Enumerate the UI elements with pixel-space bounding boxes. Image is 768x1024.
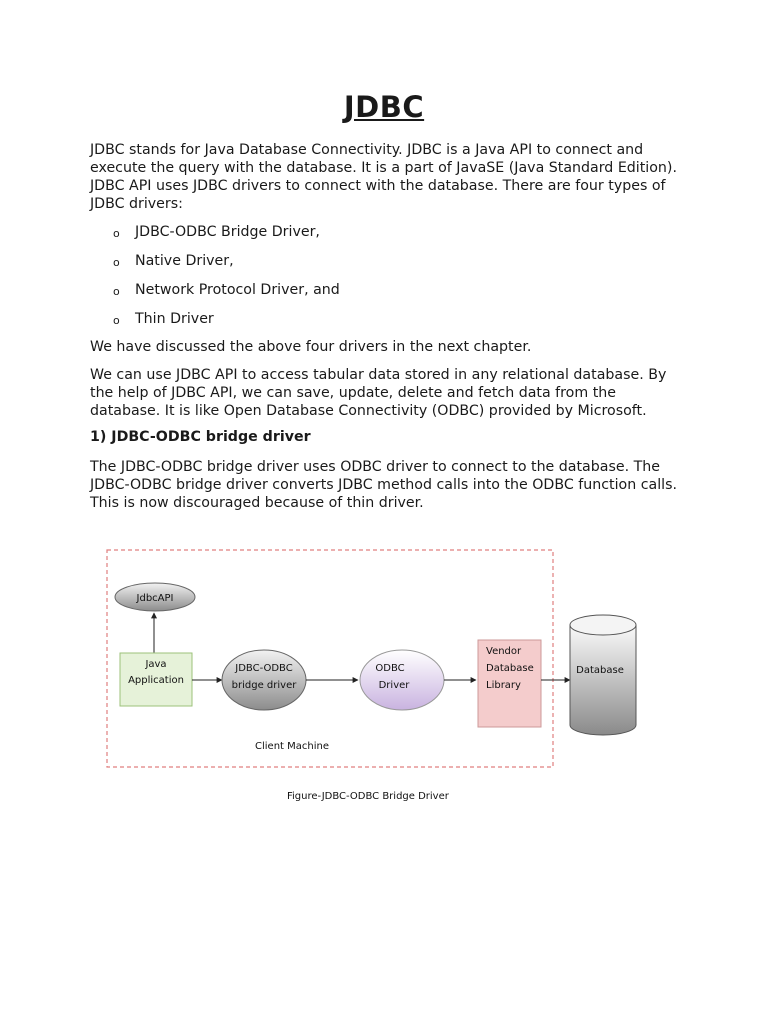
intro-paragraph: JDBC stands for Java Database Connectivity. JDBC is a Java API to connect and execute the query with the database. It is a part of JavaSE (Java Standard Edition). JDBC API uses JDBC drivers to connect with the database. There are four types of JDBC drivers: [90, 142, 677, 212]
bullet-icon: o [113, 227, 120, 240]
jdbc-api-label: JdbcAPI [136, 593, 174, 604]
driver-list [90, 222, 690, 338]
page-title: JDBC [343, 90, 425, 124]
odbc-label-line1: ODBC [375, 663, 405, 674]
list-item: o Thin Driver [90, 309, 690, 338]
usage-paragraph: We can use JDBC API to access tabular data stored in any relational database. By the help of JDBC API, we can save, update, delete and fetch data from the database. It is like Open Database Connectivity (ODBC) provided by Microsoft. [90, 367, 667, 419]
list-item: o JDBC-ODBC Bridge Driver, [90, 222, 690, 251]
vendor-label-line1: Vendor [486, 646, 522, 657]
list-item: o Network Protocol Driver, and [90, 280, 690, 309]
bullet-icon: o [113, 256, 120, 269]
client-machine-label: Client Machine [255, 741, 329, 752]
java-app-label-line1: Java [145, 659, 167, 670]
list-item: o Native Driver, [90, 251, 690, 280]
bridge-label-line2: bridge driver [231, 680, 297, 691]
section-heading: 1) JDBC-ODBC bridge driver [90, 429, 311, 445]
discussed-paragraph: We have discussed the above four drivers in the next chapter. [90, 339, 532, 355]
odbc-label-line2: Driver [378, 680, 410, 691]
java-app-label-line2: Application [128, 675, 184, 686]
bridge-label-line1: JDBC-ODBC [235, 663, 293, 674]
database-label: Database [576, 665, 624, 676]
vendor-label-line2: Database [486, 663, 534, 674]
figure-caption: Figure-JDBC-ODBC Bridge Driver [287, 791, 449, 802]
section-paragraph: The JDBC-ODBC bridge driver uses ODBC driver to connect to the database. The JDBC-ODBC bridge driver converts JDBC method calls into the ODBC function calls. This is now discouraged because of thin driver. [90, 459, 677, 511]
bullet-icon: o [113, 314, 120, 327]
bullet-icon: o [113, 285, 120, 298]
vendor-label-line3: Library [486, 680, 521, 691]
bridge-driver-diagram [100, 540, 645, 810]
